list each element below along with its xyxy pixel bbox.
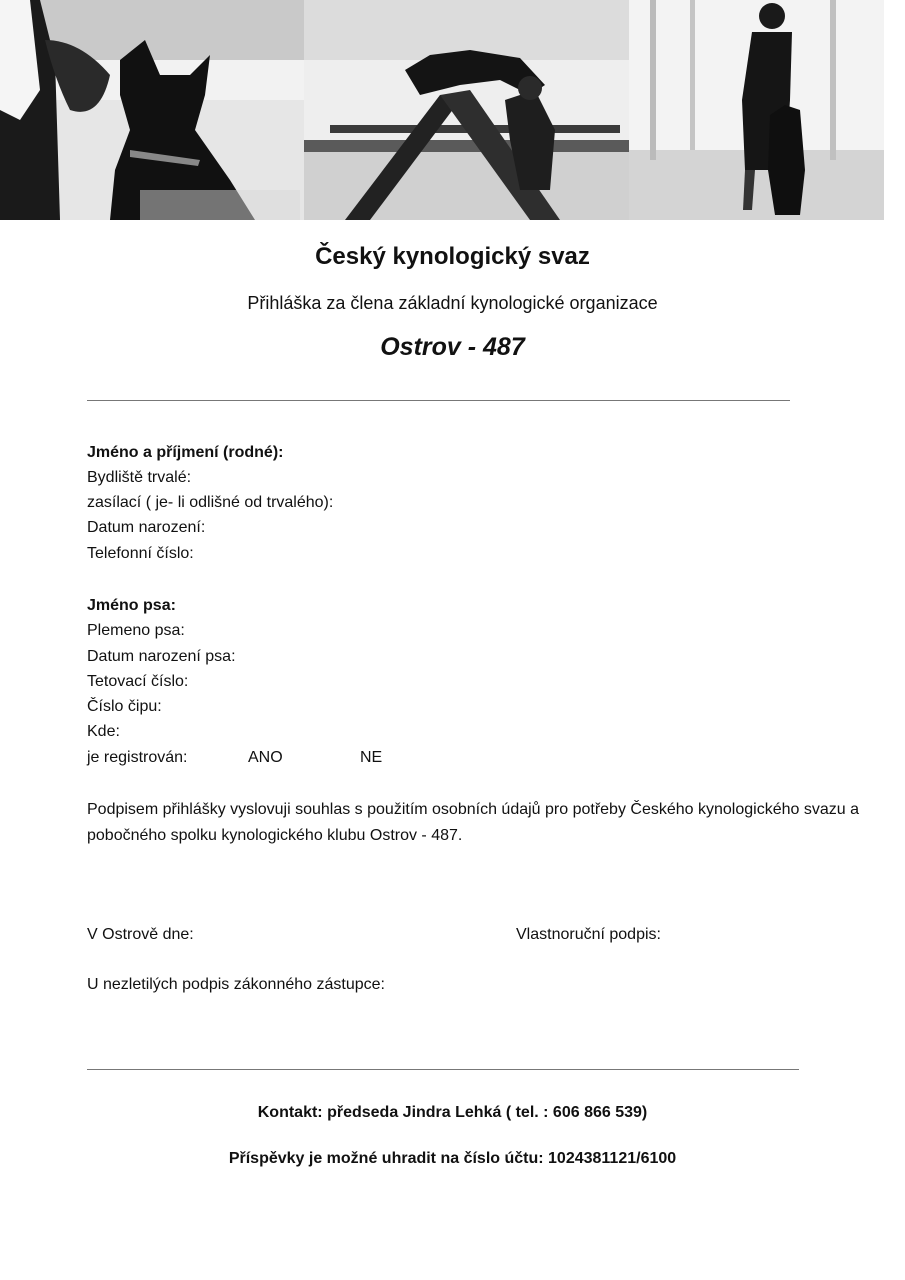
registry-location-label: Kde: <box>87 723 120 740</box>
guardian-signature-label: U nezletilých podpis zákonného zástupce: <box>87 976 385 993</box>
registered-label: je registrován: <box>87 749 188 766</box>
registered-option-yes: ANO <box>248 749 283 766</box>
consent-statement: Podpisem přihlášky vyslovuji souhlas s použitím osobních údajů pro potřeby Českého kynologického svazu a pobočného spolku kynologického klubu Ostrov - 487. <box>87 801 859 844</box>
place-date-label: V Ostrově dne: <box>87 926 194 943</box>
phone-label: Telefonní číslo: <box>87 545 194 562</box>
own-signature-label: Vlastnoruční podpis: <box>516 926 661 943</box>
photo-woman-with-dog <box>629 0 884 220</box>
dog-name-label: Jméno psa: <box>87 597 176 614</box>
owner-name-label: Jméno a příjmení (rodné): <box>87 444 284 461</box>
permanent-address-label: Bydliště trvalé: <box>87 469 192 486</box>
header-photo-banner <box>0 0 884 220</box>
contact-info: Kontakt: předseda Jindra Lehká ( tel. : 606 866 539) <box>257 1104 648 1121</box>
dog-birth-date-label: Datum narození psa: <box>87 648 236 665</box>
organization-title: Český kynologický svaz <box>315 243 590 270</box>
birth-date-label: Datum narození: <box>87 519 206 536</box>
form-subtitle: Přihláška za člena základní kynologické organizace <box>247 293 658 313</box>
payment-info: Příspěvky je možné uhradit na číslo účtu: 1024381121/6100 <box>228 1150 677 1167</box>
registered-option-no: NE <box>360 749 383 766</box>
mailing-address-label: zasílací ( je- li odlišné od trvalého): <box>87 494 334 511</box>
top-divider <box>87 400 790 401</box>
chip-number-label: Číslo čipu: <box>87 698 162 715</box>
dog-breed-label: Plemeno psa: <box>87 622 185 639</box>
photo-dog-on-aframe <box>304 0 629 220</box>
tattoo-number-label: Tetovací číslo: <box>87 673 189 690</box>
club-name: Ostrov - 487 <box>380 333 525 361</box>
bottom-divider <box>87 1069 799 1070</box>
photo-handler-with-dog <box>0 0 304 220</box>
